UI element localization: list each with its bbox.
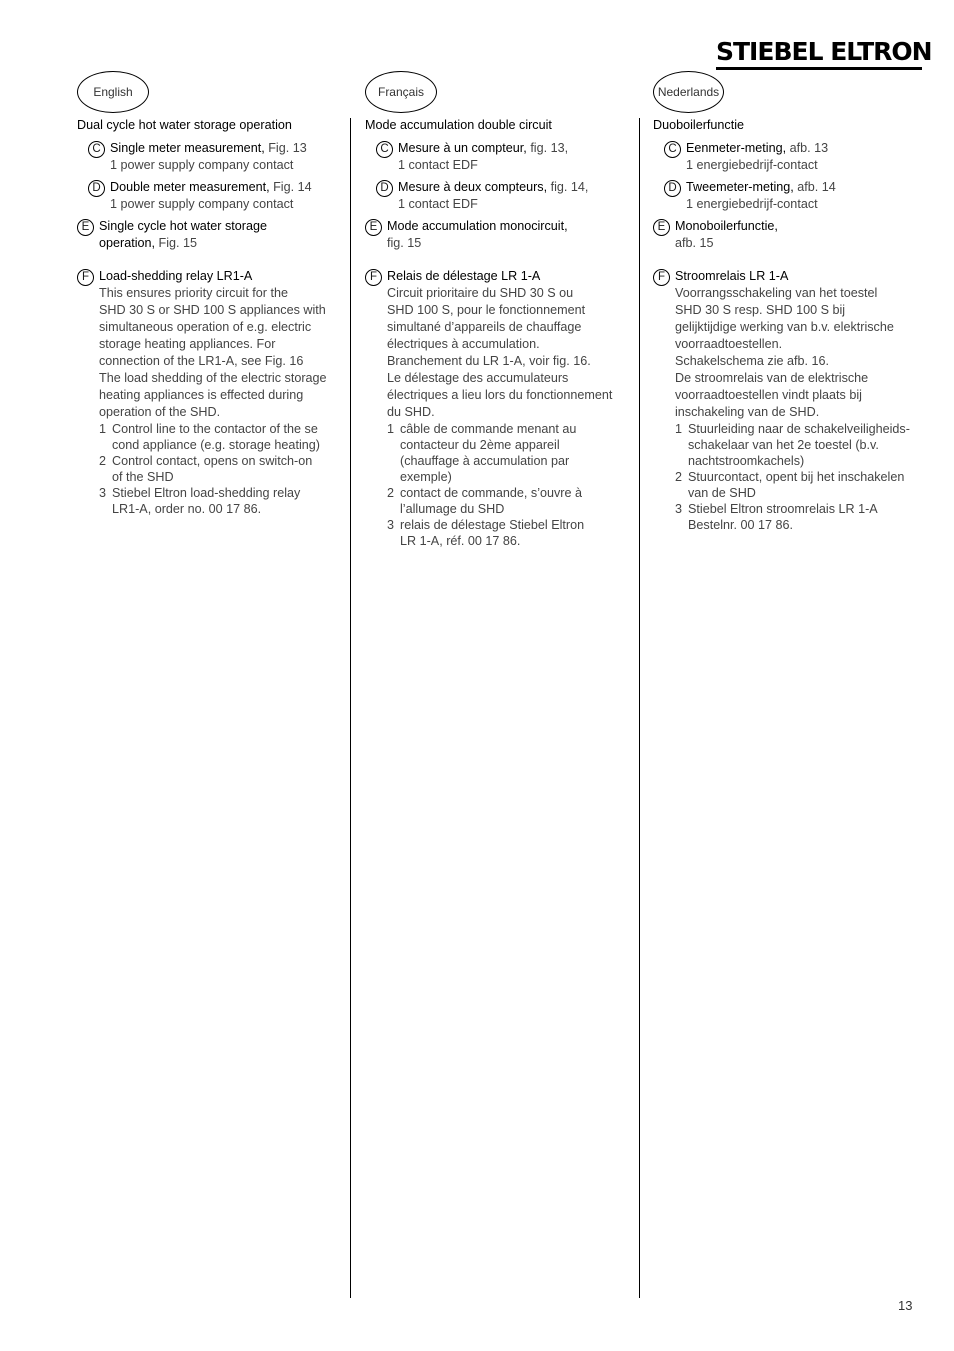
item-number: 3	[675, 502, 683, 516]
item-line: relais de délestage Stiebel Eltron	[400, 518, 585, 532]
option-e	[77, 218, 339, 252]
circled-letter-icon: F	[653, 269, 670, 286]
item-line: contacteur du 2ème appareil	[400, 438, 560, 452]
item-line: LR1-A, order no. 00 17 86.	[112, 502, 262, 516]
body-line: électriques à accumulation.	[387, 337, 540, 351]
option-f	[653, 268, 915, 533]
option-c	[653, 140, 915, 174]
option-e	[365, 218, 627, 252]
option-detail: 1 contact EDF	[398, 197, 478, 211]
option-title: Mesure à deux compteurs,	[398, 180, 548, 194]
option-d	[653, 179, 915, 213]
option-c	[77, 140, 339, 174]
body-line: simultaneous operation of e.g. electric	[99, 320, 312, 334]
option-detail: 1 power supply company contact	[110, 158, 294, 172]
item-number: 3	[99, 486, 107, 500]
circled-letter-icon: E	[365, 219, 382, 236]
figure-ref: fig. 15	[387, 236, 422, 250]
item-line: contact de commande, s’ouvre à	[400, 486, 583, 500]
body-line: storage heating appliances. For	[99, 337, 276, 351]
body-line: heating appliances is effected during	[99, 388, 304, 402]
option-title: operation,	[99, 236, 156, 250]
body-line: connection of the LR1-A, see Fig. 16	[99, 354, 304, 368]
figure-ref: afb. 15	[675, 236, 714, 250]
item-number: 3	[387, 518, 395, 532]
item-line: Stuurcontact, opent bij het inschakelen	[688, 470, 905, 484]
numbered-item	[99, 485, 339, 517]
body-line: inschakeling van de SHD.	[675, 405, 820, 419]
body-line: The load shedding of the electric storage	[99, 371, 327, 385]
option-title: Eenmeter-meting,	[686, 141, 787, 155]
page-number: 13	[898, 1298, 913, 1313]
item-line: l’allumage du SHD	[400, 502, 505, 516]
circled-letter-icon: E	[77, 219, 94, 236]
item-number: 1	[675, 422, 683, 436]
figure-ref: fig. 14,	[550, 180, 589, 194]
column-divider	[350, 118, 351, 1298]
option-title: Mesure à un compteur,	[398, 141, 527, 155]
option-d	[365, 179, 627, 213]
option-c	[365, 140, 627, 174]
option-f	[77, 268, 339, 517]
option-d	[77, 179, 339, 213]
column-divider	[639, 118, 640, 1298]
item-line: exemple)	[400, 470, 452, 484]
item-line: LR 1-A, réf. 00 17 86.	[400, 534, 521, 548]
body-line: Schakelschema zie afb. 16.	[675, 354, 830, 368]
item-line: Stiebel Eltron load-shedding relay	[112, 486, 301, 500]
body-line: du SHD.	[387, 405, 435, 419]
figure-ref: Fig. 15	[158, 236, 198, 250]
circled-letter-icon: C	[88, 141, 105, 158]
body-line: voorraadtoestellen.	[675, 337, 783, 351]
column-dutch	[653, 117, 915, 538]
circled-letter-icon: F	[365, 269, 382, 286]
relay-title: Load-shedding relay LR1-A	[99, 269, 253, 283]
item-line: Stiebel Eltron stroomrelais LR 1-A	[688, 502, 878, 516]
figure-ref: afb. 13	[789, 141, 829, 155]
option-title: Single meter measurement,	[110, 141, 265, 155]
circled-letter-icon: D	[664, 180, 681, 197]
item-line: Stuurleiding naar de schakelveiligheids-	[688, 422, 910, 436]
item-line: of the SHD	[112, 470, 174, 484]
option-detail: 1 energiebedrijf-contact	[686, 197, 818, 211]
item-number: 2	[675, 470, 683, 484]
item-line: Control line to the contactor of the se	[112, 422, 318, 436]
body-line: De stroomrelais van de elektrische	[675, 371, 869, 385]
figure-ref: fig. 13,	[530, 141, 569, 155]
option-detail: 1 contact EDF	[398, 158, 478, 172]
circled-letter-icon: E	[653, 219, 670, 236]
option-f	[365, 268, 627, 549]
body-line: SHD 100 S, pour le fonctionnement	[387, 303, 586, 317]
body-line: SHD 30 S resp. SHD 100 S bij	[675, 303, 846, 317]
column-french	[365, 117, 627, 554]
body-line: Branchement du LR 1-A, voir fig. 16.	[387, 354, 591, 368]
item-line: câble de commande menant au	[400, 422, 577, 436]
body-line: Voorrangsschakeling van het toestel	[675, 286, 878, 300]
numbered-item	[675, 469, 915, 501]
option-title: Mode accumulation monocircuit,	[387, 219, 568, 233]
relay-title: Stroomrelais LR 1-A	[675, 269, 789, 283]
item-line: cond appliance (e.g. storage heating)	[112, 438, 320, 452]
body-line: operation of the SHD.	[99, 405, 221, 419]
item-line: schakelaar van het 2e toestel (b.v.	[688, 438, 879, 452]
item-number: 2	[99, 454, 107, 468]
option-e	[653, 218, 915, 252]
numbered-item	[387, 421, 627, 485]
numbered-item	[99, 453, 339, 485]
circled-letter-icon: F	[77, 269, 94, 286]
item-line: Control contact, opens on switch-on	[112, 454, 313, 468]
numbered-item	[387, 485, 627, 517]
body-line: SHD 30 S or SHD 100 S appliances with	[99, 303, 326, 317]
body-line: voorraadtoestellen vindt plaats bij	[675, 388, 862, 402]
option-detail: 1 power supply company contact	[110, 197, 294, 211]
section-heading: Dual cycle hot water storage operation	[77, 118, 292, 132]
body-line: This ensures priority circuit for the	[99, 286, 288, 300]
item-number: 2	[387, 486, 395, 500]
option-title: Monoboilerfunctie,	[675, 219, 778, 233]
figure-ref: afb. 14	[797, 180, 836, 194]
relay-title: Relais de délestage LR 1-A	[387, 269, 541, 283]
item-line: (chauffage à accumulation par	[400, 454, 570, 468]
body-line: Circuit prioritaire du SHD 30 S ou	[387, 286, 574, 300]
language-badge: Nederlands	[653, 71, 724, 113]
item-number: 1	[99, 422, 107, 436]
item-line: Bestelnr. 00 17 86.	[688, 518, 794, 532]
body-line: gelijktijdige werking van b.v. elektrische	[675, 320, 894, 334]
item-line: van de SHD	[688, 486, 756, 500]
item-number: 1	[387, 422, 395, 436]
option-title: Double meter measurement,	[110, 180, 270, 194]
numbered-item	[387, 517, 627, 549]
option-detail: 1 energiebedrijf-contact	[686, 158, 818, 172]
body-line: simultané d’appareils de chauffage	[387, 320, 582, 334]
body-line: électriques a lieu lors du fonctionnement	[387, 388, 613, 402]
item-line: nachtstroomkachels)	[688, 454, 805, 468]
circled-letter-icon: C	[376, 141, 393, 158]
section-heading: Mode accumulation double circuit	[365, 118, 552, 132]
circled-letter-icon: D	[376, 180, 393, 197]
language-badge: English	[77, 71, 149, 113]
numbered-item	[675, 501, 915, 533]
figure-ref: Fig. 14	[273, 180, 312, 194]
brand-logo: STIEBEL ELTRON	[716, 38, 922, 70]
section-heading: Duoboilerfunctie	[653, 118, 745, 132]
numbered-item	[675, 421, 915, 469]
figure-ref: Fig. 13	[268, 141, 307, 155]
column-english	[77, 117, 339, 522]
body-line: Le délestage des accumulateurs	[387, 371, 569, 385]
language-badge: Français	[365, 71, 437, 113]
option-title: Single cycle hot water storage	[99, 219, 268, 233]
circled-letter-icon: C	[664, 141, 681, 158]
option-title: Tweemeter-meting,	[686, 180, 794, 194]
numbered-item	[99, 421, 339, 453]
circled-letter-icon: D	[88, 180, 105, 197]
